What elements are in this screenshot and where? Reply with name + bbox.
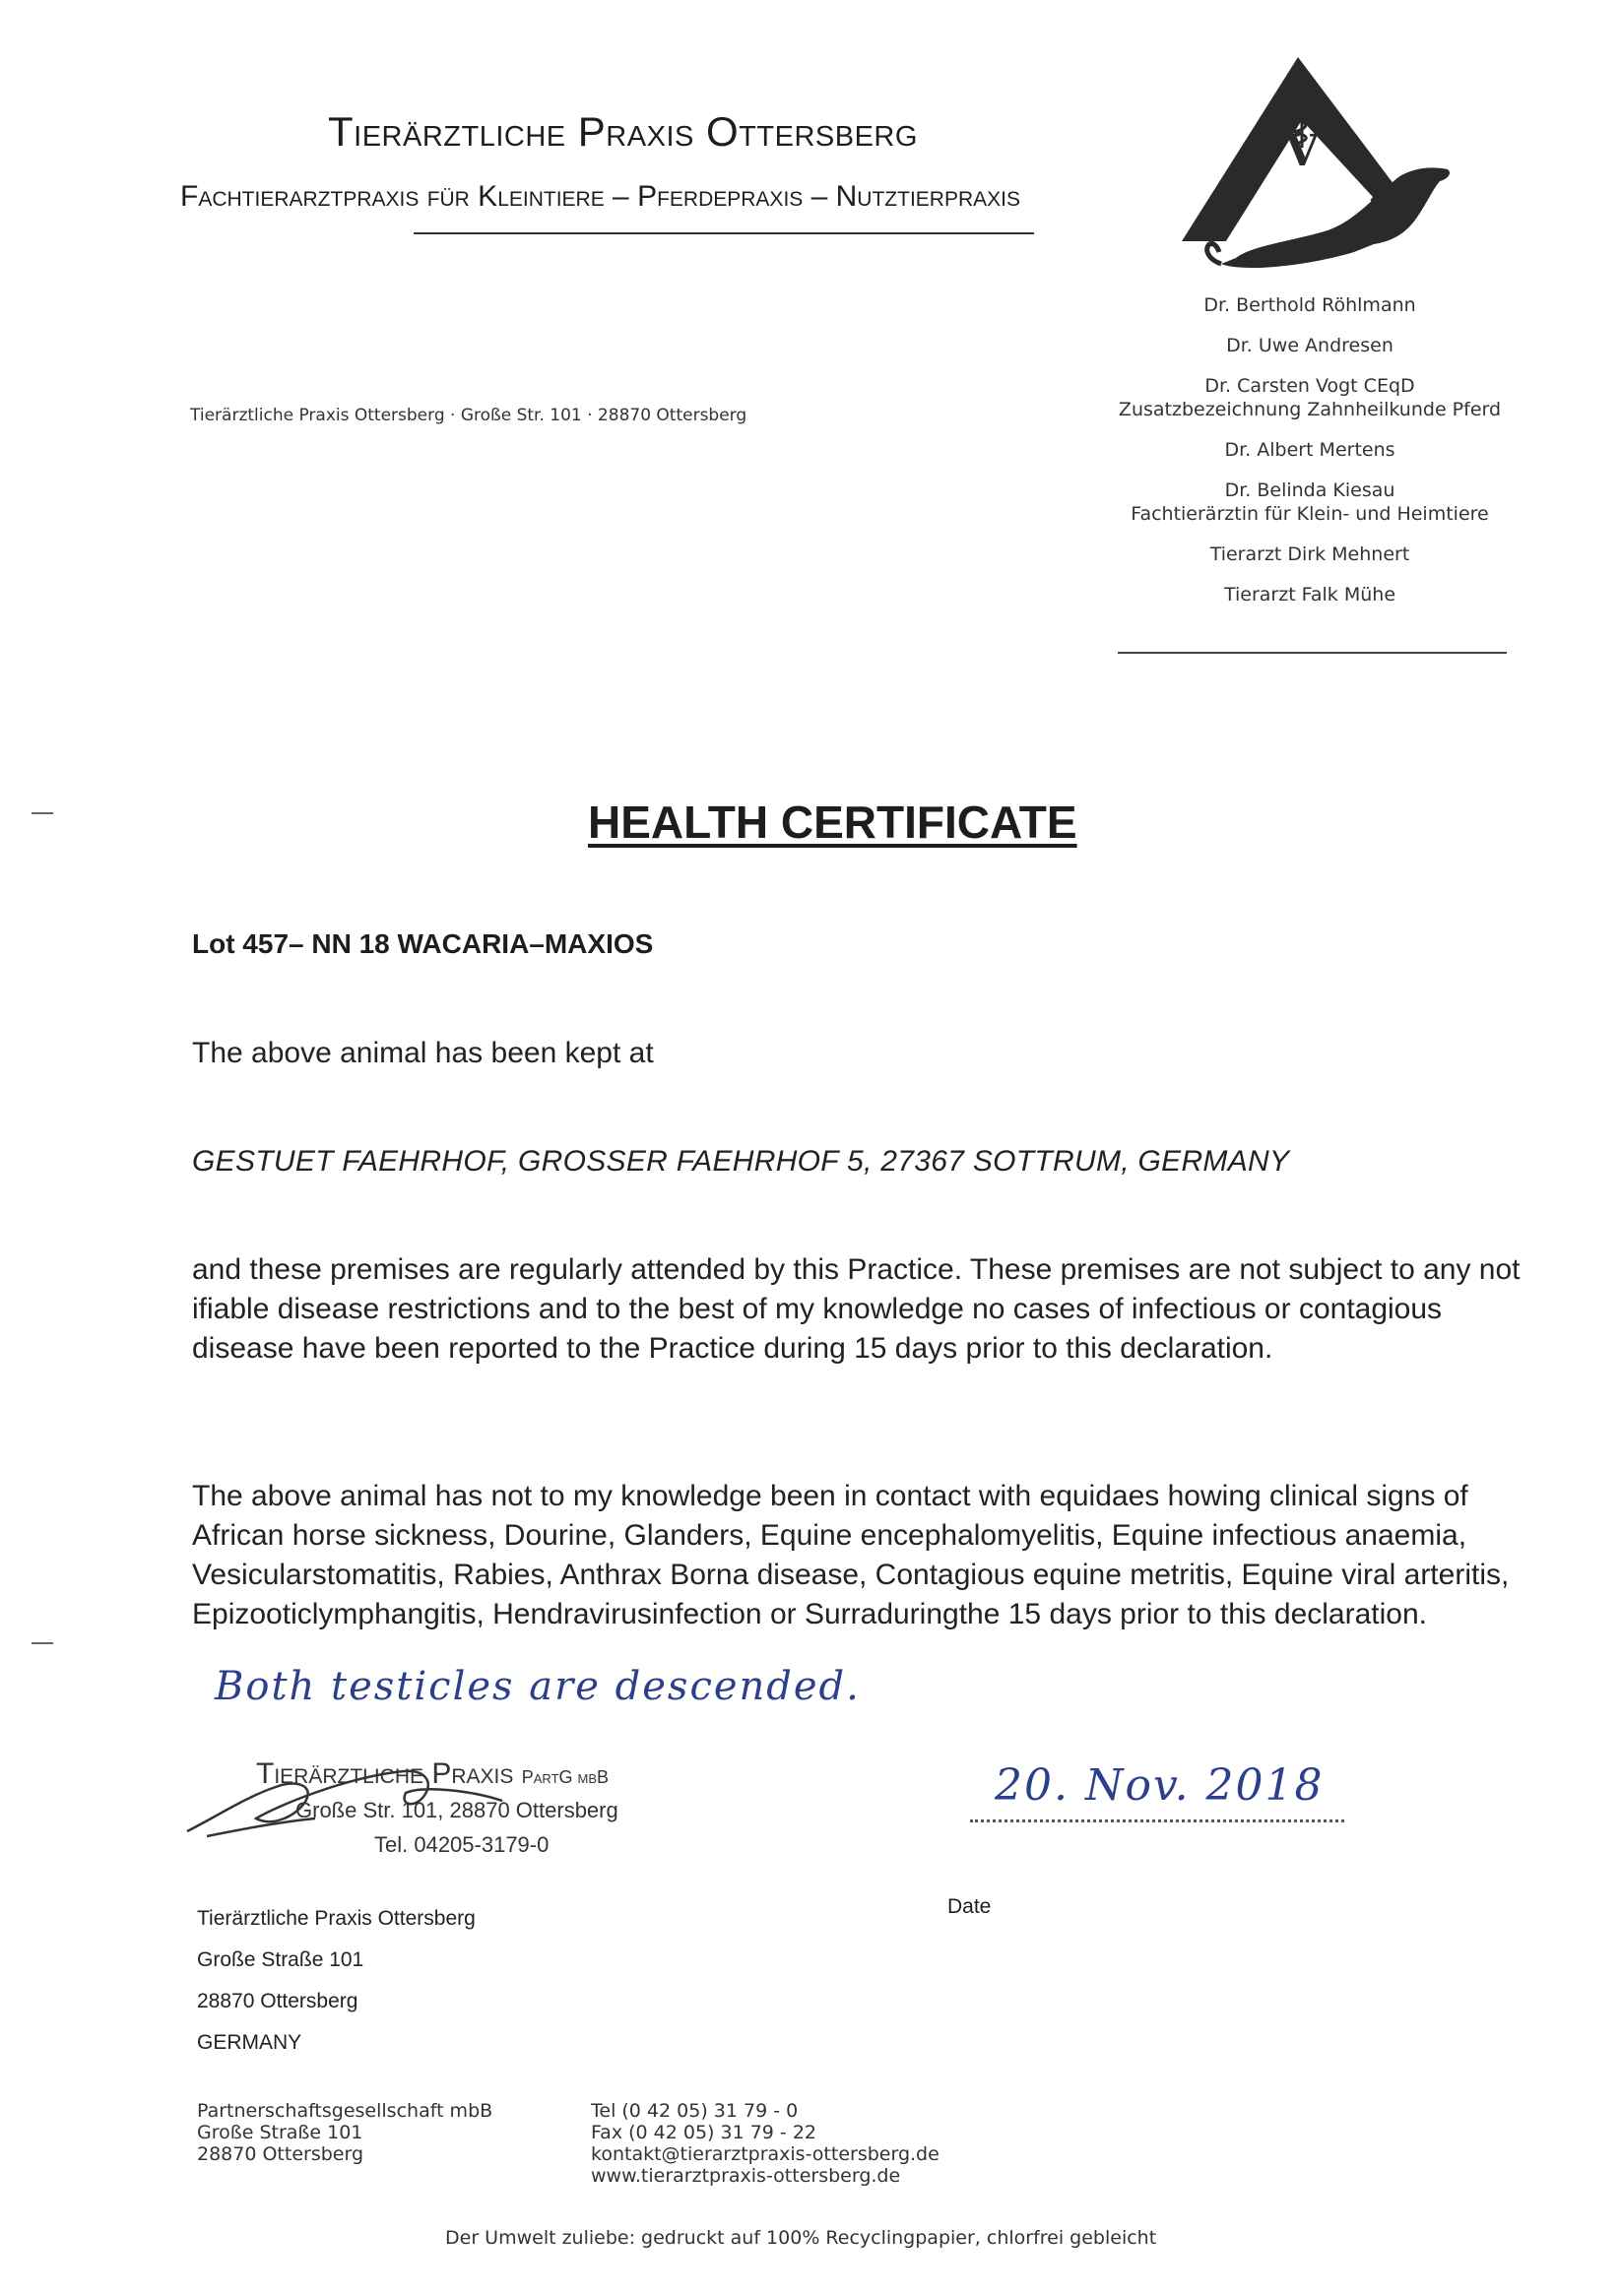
staff-name: Dr. Uwe Andresen (1226, 335, 1393, 356)
practice-stamp (177, 1757, 729, 1876)
address-street: Große Straße 101 (197, 1948, 364, 1971)
footer-web[interactable]: www.tierarztpraxis-ottersberg.de (591, 2165, 901, 2187)
stamp-suffix: PartG mbB (521, 1767, 610, 1787)
staff-entry (1103, 583, 1517, 606)
premises-address: GESTUET FAEHRHOF, GROSSER FAEHRHOF 5, 27367 SOTTRUM, GERMANY (192, 1145, 1290, 1178)
staff-qualification: Zusatzbezeichnung Zahnheilkunde Pferd (1118, 399, 1502, 420)
address-city: 28870 Ottersberg (197, 1990, 358, 2012)
address-country: GERMANY (197, 2031, 302, 2054)
footer-fax: Fax (0 42 05) 31 79 - 22 (591, 2122, 817, 2143)
stamp-street: Große Str. 101, 28870 Ottersberg (295, 1798, 618, 1822)
handwritten-note: Both testicles are descended. (215, 1664, 861, 1709)
practice-logo (1152, 49, 1467, 286)
footer-tel: Tel (0 42 05) 31 79 - 0 (591, 2100, 799, 2122)
practice-subtitle: Fachtierarztpraxis für Kleintiere – Pferdepraxis – Nutztierpraxis (180, 180, 1020, 213)
date-line (970, 1819, 1344, 1822)
staff-entry (1103, 542, 1517, 566)
footer-street: Große Straße 101 (197, 2122, 363, 2143)
staff-entry (1103, 438, 1517, 462)
kept-intro: The above animal has been kept at (192, 1037, 654, 1069)
staff-name: Tierarzt Dirk Mehnert (1209, 543, 1410, 565)
stamp-name: Tierärztliche Praxis PartG mbB (256, 1757, 610, 1790)
staff-entry (1103, 334, 1517, 357)
certificate-title: HEALTH CERTIFICATE (588, 797, 1077, 848)
contact-paragraph: The above animal has not to my knowledge been in contact with equidaes howing clinical signs of African horse sickness, Dourine, Glanders, Equine encephalomyelitis, Equine infectious anaemia, Vesicularstomatitis, Rabies, Anthrax Borna disease, Contagious equine metritis, Equine viral arteritis, Epizooticlymphangitis, Hendravirusinfection or Surraduringthe 15 days prior to this declaration. (192, 1480, 1510, 1630)
handwritten-date: 20. Nov. 2018 (995, 1760, 1325, 1811)
staff-name: Dr. Carsten Vogt CEqD (1204, 375, 1415, 397)
lot-number: Lot 457– NN 18 WACARIA–MAXIOS (192, 928, 654, 959)
stamp-phone: Tel. 04205-3179-0 (374, 1832, 550, 1857)
date-label: Date (947, 1895, 992, 1918)
address-name: Tierärztliche Praxis Ottersberg (197, 1907, 476, 1930)
footer-contact (591, 2100, 940, 2187)
practice-name: Tierärztliche Praxis Ottersberg (328, 108, 918, 155)
fold-mark (32, 1642, 53, 1644)
header-divider (414, 232, 1034, 234)
staff-list (1103, 293, 1517, 623)
address-block (197, 1898, 476, 2064)
staff-name: Dr. Berthold Röhlmann (1203, 294, 1416, 316)
footer-company-name: Partnerschaftsgesellschaft mbB (197, 2100, 493, 2122)
staff-name: Dr. Albert Mertens (1224, 439, 1395, 461)
footer-email[interactable]: kontakt@tierarztpraxis-ottersberg.de (591, 2143, 940, 2165)
fold-mark (32, 812, 53, 814)
staff-divider (1118, 652, 1507, 654)
premises-paragraph: and these premises are regularly attended by this Practice. These premises are not subject to any not ifiable disease restrictions and to the best of my knowledge no cases of infectious or contagious disease have been reported to the Practice during 15 days prior to this declaration. (192, 1253, 1521, 1365)
logo-letter: V (1284, 126, 1320, 176)
staff-entry (1103, 293, 1517, 317)
staff-entry (1103, 374, 1517, 421)
staff-qualification: Fachtierärztin für Klein- und Heimtiere (1131, 503, 1489, 525)
staff-name: Dr. Belinda Kiesau (1224, 479, 1395, 501)
staff-name: Tierarzt Falk Mühe (1223, 584, 1396, 606)
return-address: Tierärztliche Praxis Ottersberg · Große Str. 101 · 28870 Ottersberg (190, 406, 747, 425)
staff-entry (1103, 478, 1517, 526)
footer-note: Der Umwelt zuliebe: gedruckt auf 100% Recyclingpapier, chlorfrei gebleicht (445, 2227, 1157, 2249)
footer-company (197, 2100, 492, 2165)
footer-city: 28870 Ottersberg (197, 2143, 364, 2165)
